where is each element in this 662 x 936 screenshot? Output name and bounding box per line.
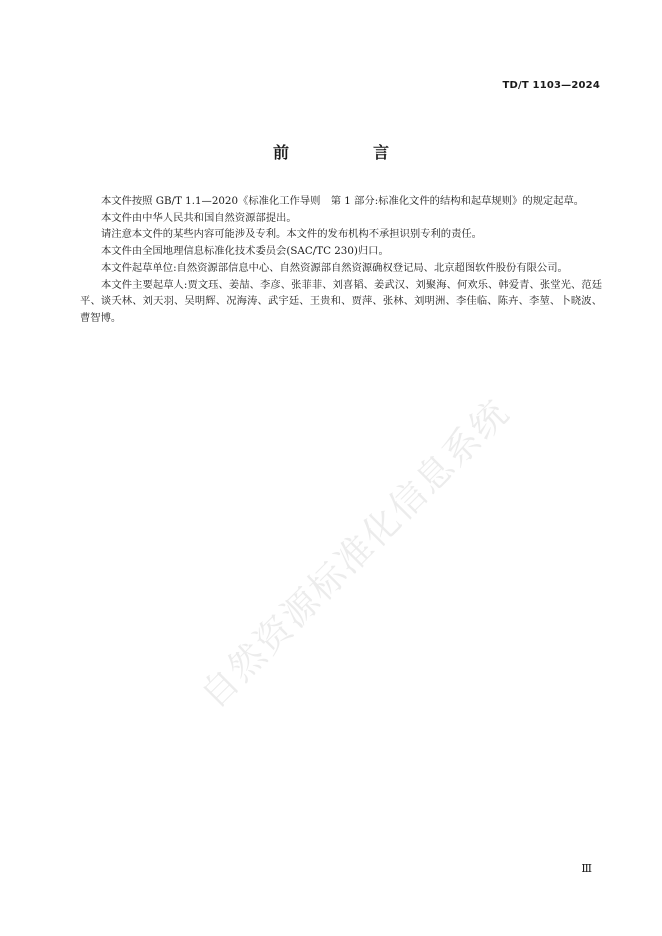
page-number: Ⅲ [581,862,592,875]
foreword-body [80,193,602,327]
paragraph-drafters: 本文件主要起草人:贾文珏、姜喆、李彦、张菲菲、刘喜韬、姜武汉、刘聚海、何欢乐、韩爱青、张堂光、范廷平、谈夭林、刘天羽、吴明辉、况海涛、武宇廷、王贵和、贾萍、张林、刘明洲、李佳临、陈卉、李堃、卜晓波、曹智博。 [80,278,602,324]
paragraph-drafting-rules: 本文件按照 GB/T 1.1—2020《标准化工作导则 第 1 部分:标准化文件的结构和起草规则》的规定起草。 [101,195,585,207]
paragraph-patent-notice: 请注意本文件的某些内容可能涉及专利。本文件的发布机构不承担识别专利的责任。 [101,228,482,241]
page-title: 前 言 [272,143,423,162]
paragraph-committee: 本文件由全国地理信息标准化技术委员会(SAC/TC 230)归口。 [101,245,389,258]
document-code: TD/T 1103—2024 [502,80,600,91]
paragraph-proposer: 本文件由中华人民共和国自然资源部提出。 [101,211,297,224]
watermark: 自然资源标准化信息系统 [193,391,518,717]
paragraph-drafting-units: 本文件起草单位:自然资源部信息中心、自然资源部自然资源确权登记局、北京超图软件股份有限公司。 [101,261,568,274]
